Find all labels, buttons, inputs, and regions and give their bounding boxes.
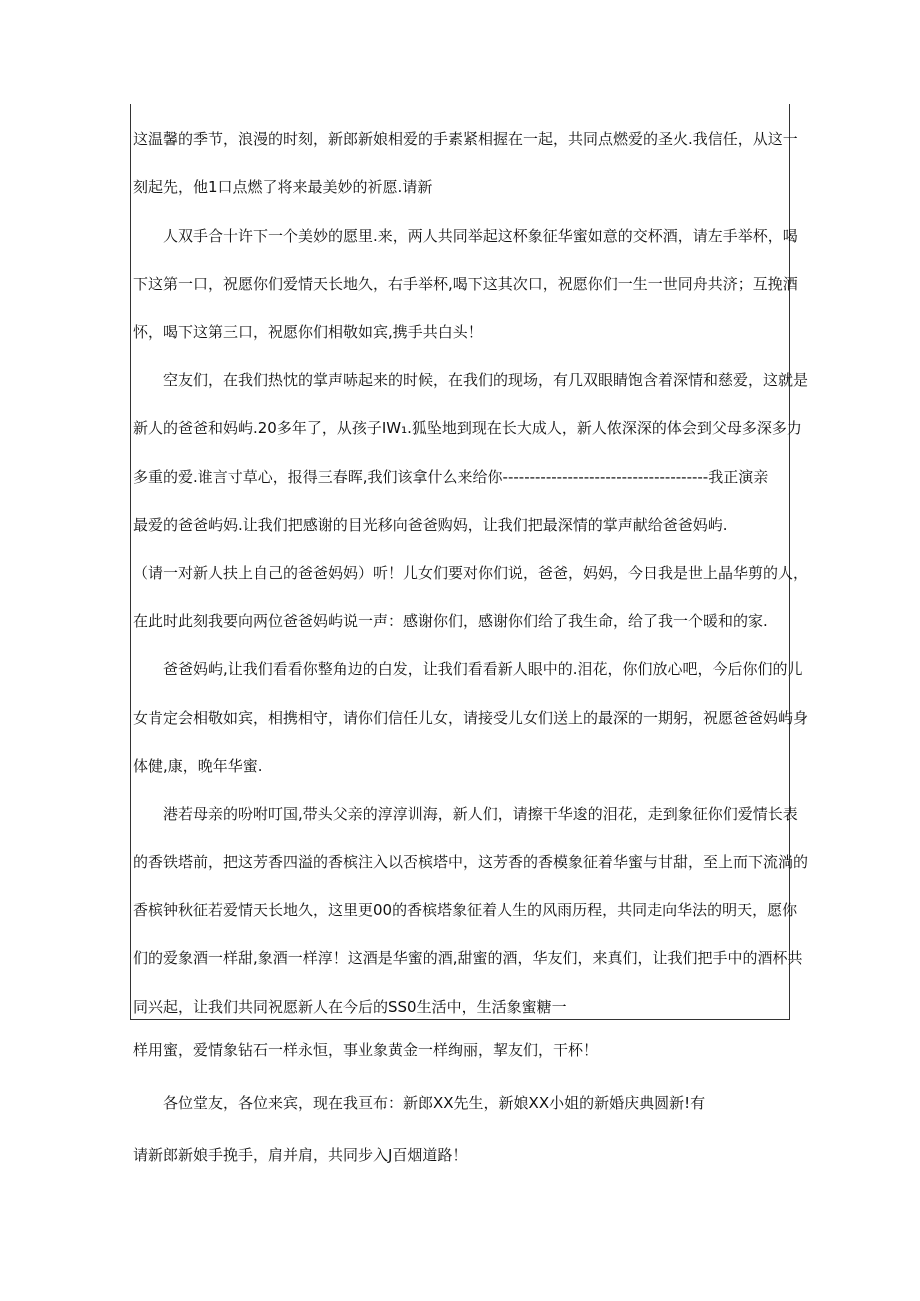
text-line: 人双手合十许下一个美妙的愿里.来，两人共同举起这杯象征华蜜如意的交杯酒，请左手举杯，喝 <box>163 227 798 245</box>
text-line: 体健,康，晚年华蜜. <box>133 757 263 775</box>
text-line: 样用蜜，爱情象钻石一样永恒，事业象黄金一样绚丽，挈友们，干杯！ <box>133 1041 599 1059</box>
text-line: 在此时此刻我要向两位爸爸妈屿说一声：感谢你们，感谢你们给了我生命，给了我一个暖和的家. <box>133 612 768 630</box>
text-line: 多重的爱.谁言寸草心，报得三春晖,我们该拿什么来给你--------------------------------------我正演亲 <box>133 468 769 486</box>
text-line: 爸爸妈屿,让我们看看你整角边的白发，让我们看看新人眼中的.泪花，你们放心吧，今后你们的儿 <box>163 660 803 678</box>
text-line: 请新郎新娘手挽手，肩并肩，共同步入J百烟道路！ <box>133 1146 468 1164</box>
text-line: 怀，喝下这第三口，祝愿你们相敬如宾,携手共白头！ <box>133 323 483 341</box>
text-line: 这温馨的季节，浪漫的时刻，新郎新娘相爱的手素紧相握在一起，共同点燃爱的圣火.我信任，从这一 <box>133 130 798 148</box>
text-line: 港若母亲的吩咐叮国,带头父亲的淳淳训海，新人们，请擦干华逡的泪花，走到象征你们爱情长表 <box>163 805 798 823</box>
text-line: 女肯定会相敬如宾，相携相守，请你们信任儿女，请接受儿女们送上的最深的一期躬，祝愿爸爸妈屿身 <box>133 709 809 727</box>
text-line: 的香铁塔前，把这芳香四溢的香槟注入以否槟塔中，这芳香的香模象征着华蜜与甘甜，至上而下流淌的 <box>133 853 809 871</box>
text-line: 下这第一口，祝愿你们爱情天长地久，右手举杯,喝下这其次口，祝愿你们一生一世同舟共济；互挽酒 <box>133 275 798 293</box>
text-line: 们的爱象酒一样甜,象酒一样淳！这酒是华蜜的酒,甜蜜的酒，华友们，来真们，让我们把手中的酒杯共 <box>133 949 803 967</box>
text-line: 同兴起，让我们共同祝愿新人在今后的SS0生活中，生活象蜜糖一 <box>133 998 567 1016</box>
text-line: 新人的爸爸和妈屿.20多年了，从孩子IW₁.狐坠地到现在长大成人，新人侬深深的体会到父母多深多力 <box>133 419 802 437</box>
text-line: 各位堂友，各位来宾，现在我亘布：新郎XX先生，新娘XX小姐的新婚庆典圆新!有 <box>163 1094 706 1112</box>
text-line: 刻起先，他1口点燃了将来最美妙的祈愿.请新 <box>133 178 433 196</box>
text-line: 最爱的爸爸屿妈.让我们把感谢的目光移向爸爸购妈，让我们把最深情的掌声献给爸爸妈屿. <box>133 516 728 534</box>
text-line: 香槟钟秋征若爱情天长地久，这里更00的香槟塔象征着人生的风雨历程，共同走向华法的明天，愿你 <box>133 901 798 919</box>
text-line: 空友们，在我们热忱的掌声哧起来的时候，在我们的现场，有几双眼睛饱含着深情和慈爱，这就是 <box>163 371 809 389</box>
text-line: （请一对新人扶上自己的爸爸妈妈）听！儿女们要对你们说，爸爸，妈妈，今日我是世上晶华剪的人， <box>133 564 809 582</box>
